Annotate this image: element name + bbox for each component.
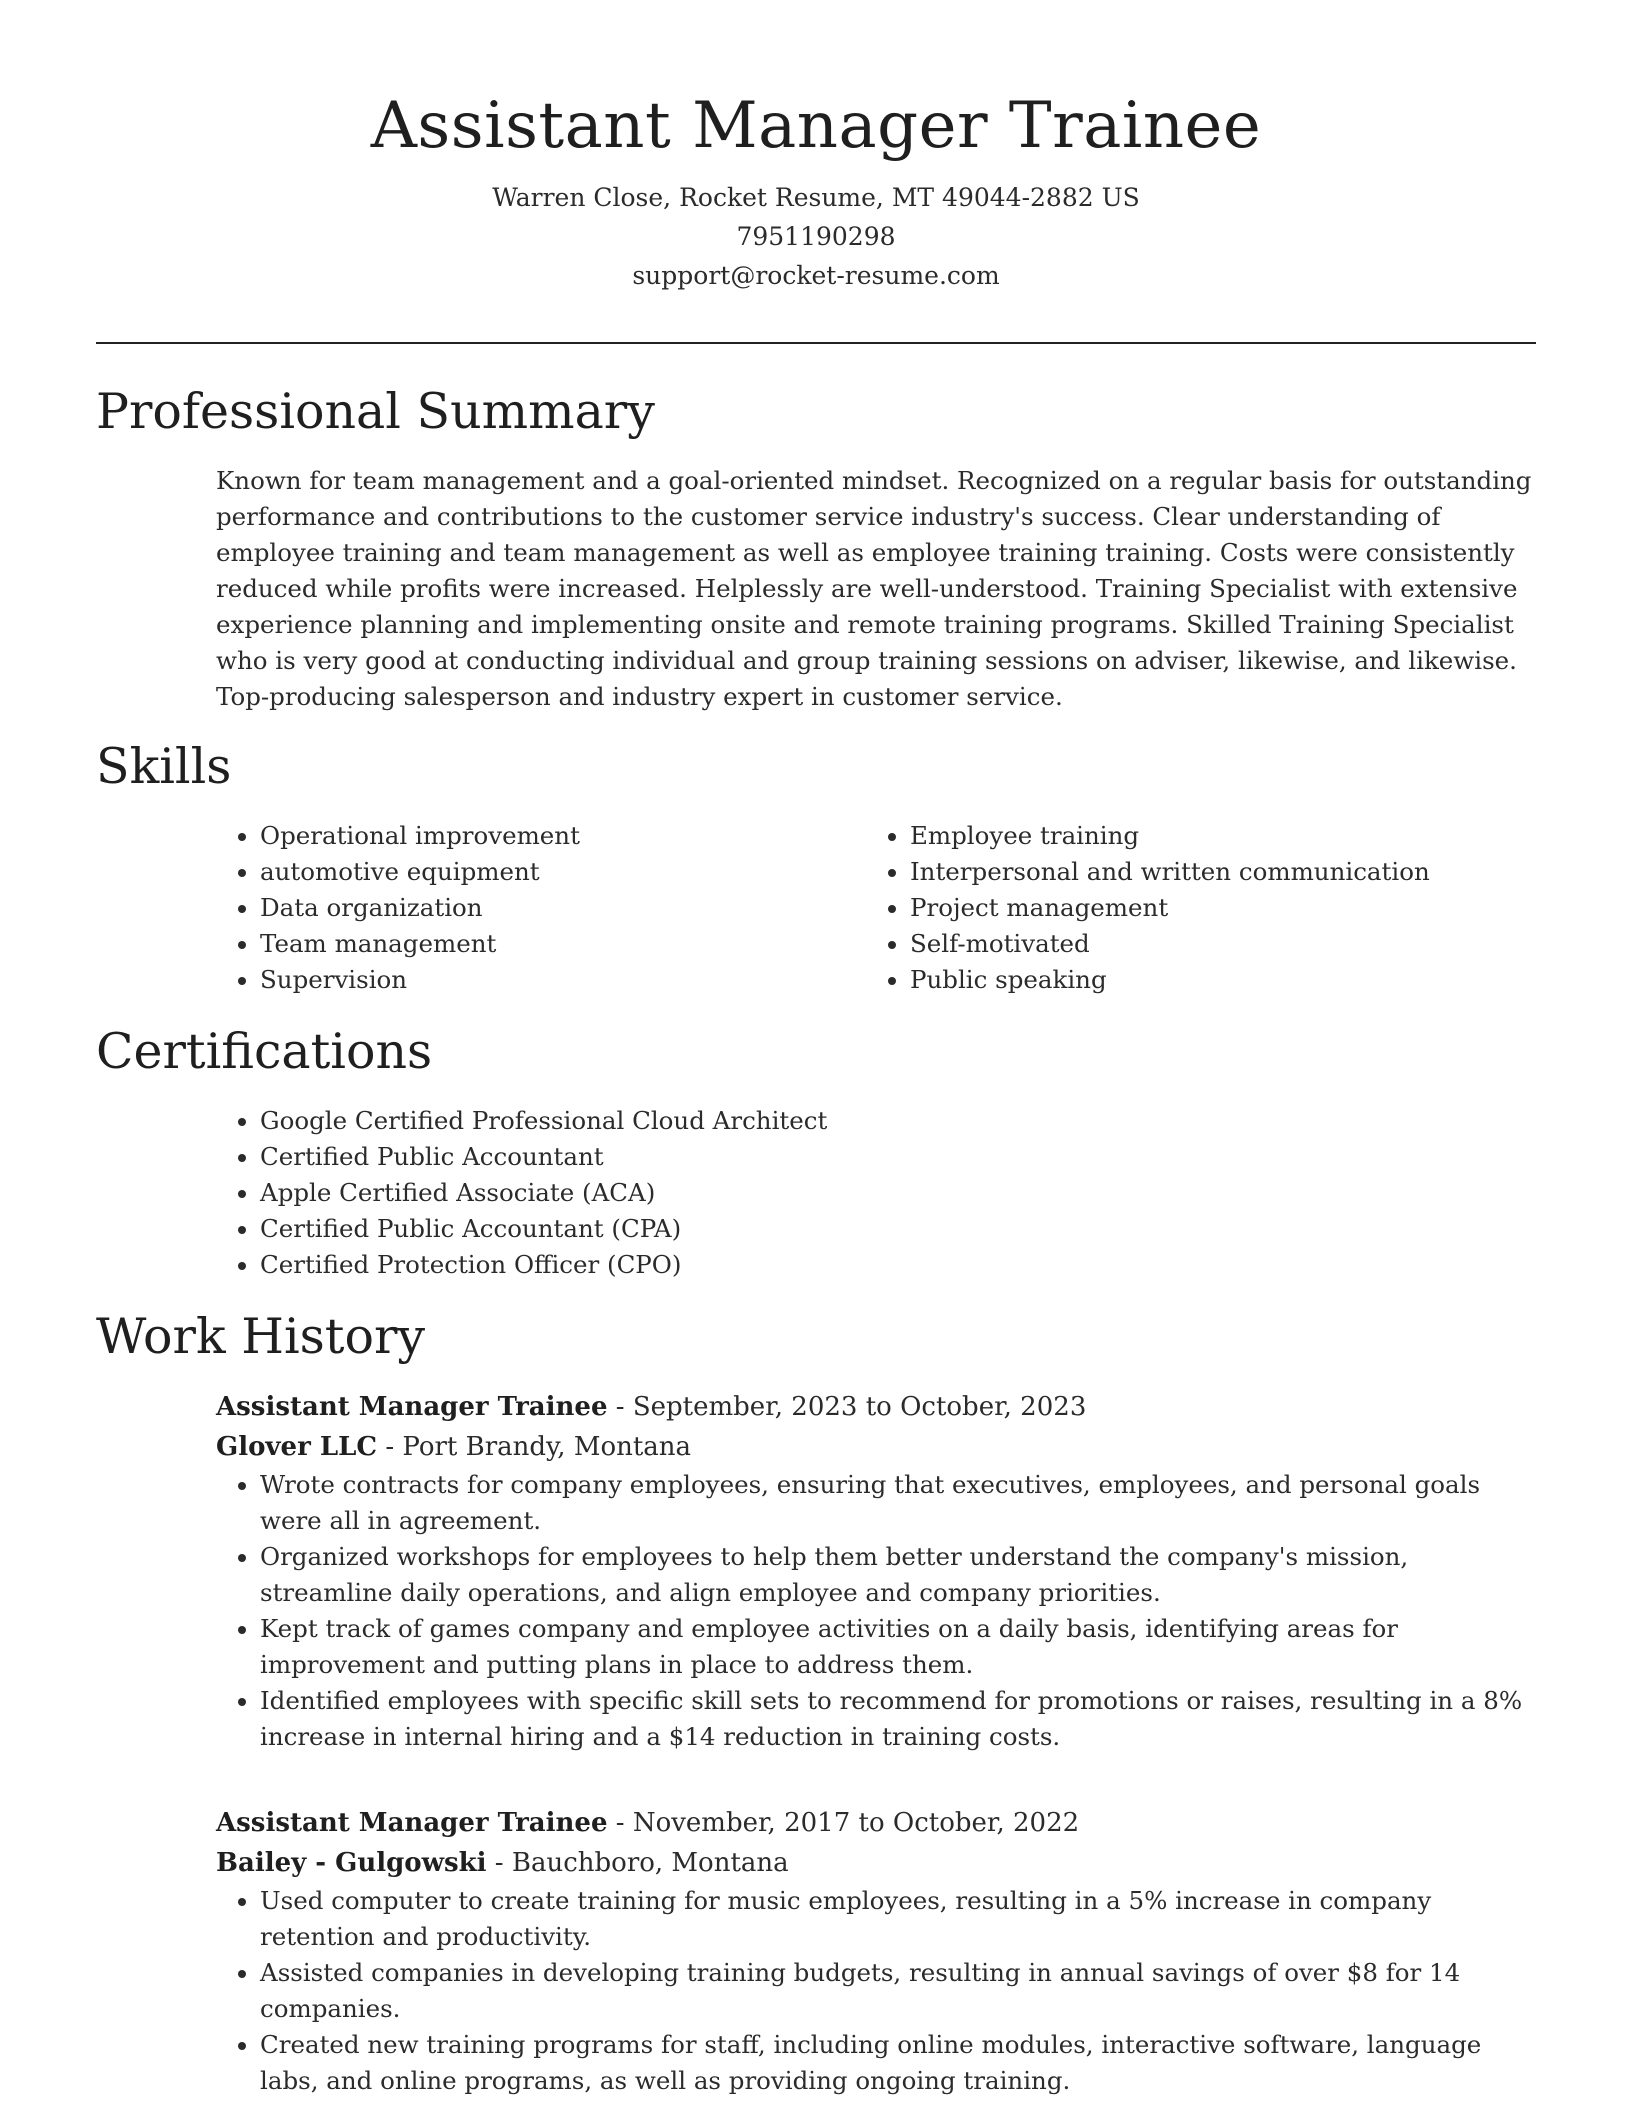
contact-address: Warren Close, Rocket Resume, MT 49044-2882 US bbox=[492, 183, 1140, 212]
job-bullets bbox=[216, 1883, 1536, 2099]
skill-item: • Self-motivated bbox=[910, 926, 1526, 962]
skills-column-left bbox=[216, 818, 816, 998]
skill-item: • Team management bbox=[260, 926, 816, 962]
certification-item: • Google Certified Professional Cloud Architect bbox=[260, 1103, 1516, 1139]
header-divider bbox=[96, 342, 1536, 344]
job-location: - Bauchboro, Montana bbox=[486, 1848, 789, 1878]
job-bullet: • Identified employees with specific skill sets to recommend for promotions or raises, resulting in a 8% increase in internal hiring and a $14 reduction in training costs. bbox=[260, 1683, 1536, 1755]
job-entry bbox=[216, 1803, 1536, 2099]
skill-item: • automotive equipment bbox=[260, 854, 816, 890]
section-title-certifications: Certifications bbox=[96, 1023, 433, 1080]
job-employer bbox=[216, 1843, 1536, 1883]
section-title-work-history: Work History bbox=[96, 1308, 426, 1365]
job-employer bbox=[216, 1427, 1536, 1467]
section-title-summary: Professional Summary bbox=[96, 383, 655, 440]
certification-item: • Certified Public Accountant (CPA) bbox=[260, 1211, 1516, 1247]
skill-item: • Project management bbox=[910, 890, 1526, 926]
skill-item: • Public speaking bbox=[910, 962, 1526, 998]
job-dates: - September, 2023 to October, 2023 bbox=[607, 1392, 1087, 1422]
job-heading bbox=[216, 1803, 1536, 1843]
job-bullet: • Kept track of games company and employee activities on a daily basis, identifying areas for improvement and putting plans in place to address them. bbox=[260, 1611, 1536, 1683]
skills-list-left bbox=[216, 818, 816, 998]
certification-item: • Certified Public Accountant bbox=[260, 1139, 1516, 1175]
job-title: Assistant Manager Trainee bbox=[216, 1392, 608, 1422]
job-bullet: • Created new training programs for staff, including online modules, interactive software, language labs, and online programs, as well as providing ongoing training. bbox=[260, 2027, 1536, 2099]
resume-header bbox=[0, 0, 1632, 295]
job-bullet: • Assisted companies in developing training budgets, resulting in annual savings of over $8 for 14 companies. bbox=[260, 1955, 1536, 2027]
job-bullet: • Wrote contracts for company employees, ensuring that executives, employees, and personal goals were all in agreement. bbox=[260, 1467, 1536, 1539]
certification-item: • Certified Protection Officer (CPO) bbox=[260, 1247, 1516, 1283]
candidate-name: Assistant Manager Trainee bbox=[370, 89, 1262, 163]
job-bullets bbox=[216, 1467, 1536, 1755]
job-entry bbox=[216, 1387, 1536, 1755]
job-heading bbox=[216, 1387, 1536, 1427]
skill-item: • Interpersonal and written communication bbox=[910, 854, 1526, 890]
job-title: Assistant Manager Trainee bbox=[216, 1808, 608, 1838]
certifications-list bbox=[216, 1103, 1516, 1283]
certification-item: • Apple Certified Associate (ACA) bbox=[260, 1175, 1516, 1211]
contact-block bbox=[0, 178, 1632, 295]
job-bullet: • Organized workshops for employees to help them better understand the company's mission, streamline daily operations, and align employee and company priorities. bbox=[260, 1539, 1536, 1611]
skill-item: • Employee training bbox=[910, 818, 1526, 854]
job-bullet: • Used computer to create training for music employees, resulting in a 5% increase in company retention and productivity. bbox=[260, 1883, 1536, 1955]
skills-column-right bbox=[866, 818, 1526, 998]
skill-item: • Data organization bbox=[260, 890, 816, 926]
job-company: Glover LLC bbox=[216, 1432, 378, 1462]
certifications-block bbox=[216, 1103, 1516, 1283]
job-dates: - November, 2017 to October, 2022 bbox=[607, 1808, 1080, 1838]
job-location: - Port Brandy, Montana bbox=[377, 1432, 692, 1462]
job-company: Bailey - Gulgowski bbox=[216, 1848, 487, 1878]
contact-phone: 7951190298 bbox=[736, 222, 896, 251]
skill-item: • Supervision bbox=[260, 962, 816, 998]
section-title-skills: Skills bbox=[96, 738, 232, 795]
skill-item: • Operational improvement bbox=[260, 818, 816, 854]
contact-email: support@rocket-resume.com bbox=[632, 261, 1000, 290]
skills-list-right bbox=[866, 818, 1526, 998]
summary-text: Known for team management and a goal-oriented mindset. Recognized on a regular basis for outstanding performance and contributions to the customer service industry's success. Clear understanding of employee training and team management as well as employee training training. Costs were consistently reduced while profits were increased. Helplessly are well-understood. Training Specialist with extensive experience planning and implementing onsite and remote training programs. Skilled Training Specialist who is very good at conducting individual and group training sessions on adviser, likewise, and likewise. Top-producing salesperson and industry expert in customer service. bbox=[216, 466, 1532, 711]
